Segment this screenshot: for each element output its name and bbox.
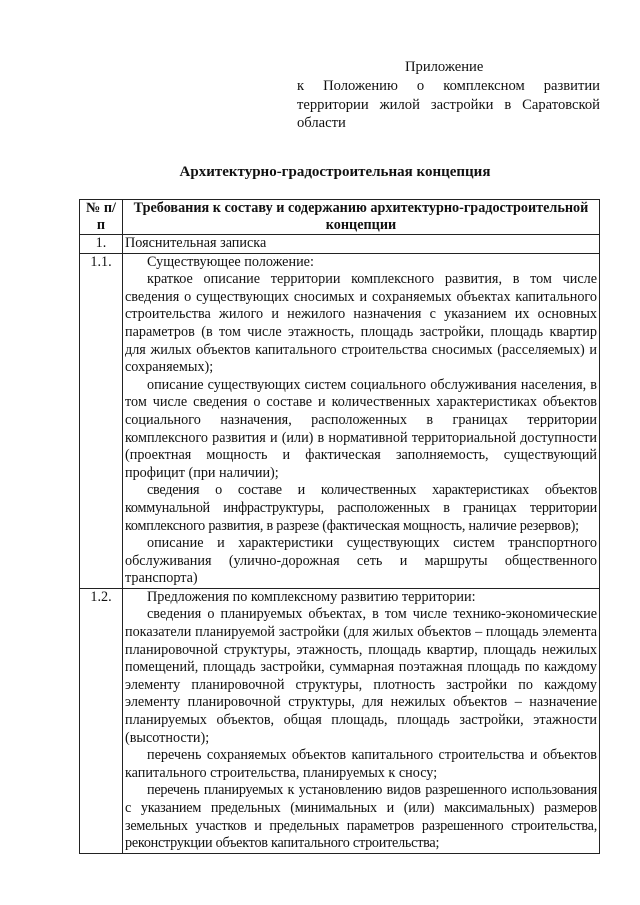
- row-content: [123, 235, 600, 254]
- row-paragraph: сведения о составе и количественных характеристиках объектов коммунальной инфраструктуры, расположенных в границах территории комплексного развития, в разрезе (фактическая мощность, наличие резервов);: [125, 482, 597, 534]
- row-number: 1.: [80, 235, 123, 254]
- row-paragraph: описание существующих систем социального обслуживания населения, в том числе сведения о составе и количественных характеристиках объектов социального назначения, расположенных в границах территории комплексного развития и (или) в нормативной территориальной доступности (проектная мощность и фактическая заполняемость, существующий профицит (при наличии);: [125, 376, 597, 481]
- row-paragraph: перечень планируемых к установлению видов разрешенного использования с указанием предельных (минимальных и (или) максимальных) размеров земельных участков и предельных параметров разрешенного строительства, реконструкции объектов капитального строительства;: [125, 782, 597, 852]
- appendix-reference: к Положению о комплексном развитии территории жилой застройки в Саратовской области: [297, 78, 600, 132]
- document-title: Архитектурно-градостроительная концепция: [179, 164, 491, 180]
- table-header-row: [80, 200, 600, 235]
- table-row: [80, 588, 600, 853]
- appendix-title: Приложение: [405, 59, 484, 75]
- table-row: [80, 235, 600, 254]
- row-paragraph: описание и характеристики существующих систем транспортного обслуживания (улично-дорожная сеть и маршруты общественного транспорта): [125, 535, 597, 587]
- appendix-block: [297, 58, 600, 133]
- requirements-table: [79, 199, 600, 854]
- header-requirements: Требования к составу и содержанию архитектурно-градостроительной концепции: [123, 200, 600, 235]
- row-number: 1.1.: [80, 253, 123, 588]
- row-paragraph: перечень сохраняемых объектов капитального строительства и объектов капитального строительства, планируемых к сносу;: [125, 747, 597, 781]
- row-paragraph: Предложения по комплексному развитию территории:: [147, 588, 476, 605]
- row-number: 1.2.: [80, 588, 123, 853]
- row-paragraph: Существующее положение:: [147, 253, 314, 270]
- row-paragraph: краткое описание территории комплексного развития, в том числе сведения о существующих сносимых и сохраняемых объектах капитального строительства жилого и нежилого назначения с указанием их основных параметров (в том числе этажность, площадь застройки, площадь квартир для жилых объектов капитального строительства сносимых (расселяемых) и сохраняемых);: [125, 271, 597, 376]
- row-paragraph: сведения о планируемых объектах, в том числе технико-экономические показатели планируемой застройки (для жилых объектов – площадь элемента планировочной структуры, этажность, площадь квартир, площадь нежилых помещений, площадь застройки, суммарная поэтажная площадь по каждому элементу планировочной структуры, плотность застройки по каждому элементу планировочной структуры, для нежилых объектов – назначение планируемых объектов, общая площадь, площадь застройки, этажности (высотности);: [125, 606, 597, 746]
- header-number: № п/п: [80, 200, 123, 235]
- row-content: [123, 588, 600, 853]
- row-paragraph: Пояснительная записка: [125, 235, 267, 251]
- table-row: [80, 253, 600, 588]
- row-content: [123, 253, 600, 588]
